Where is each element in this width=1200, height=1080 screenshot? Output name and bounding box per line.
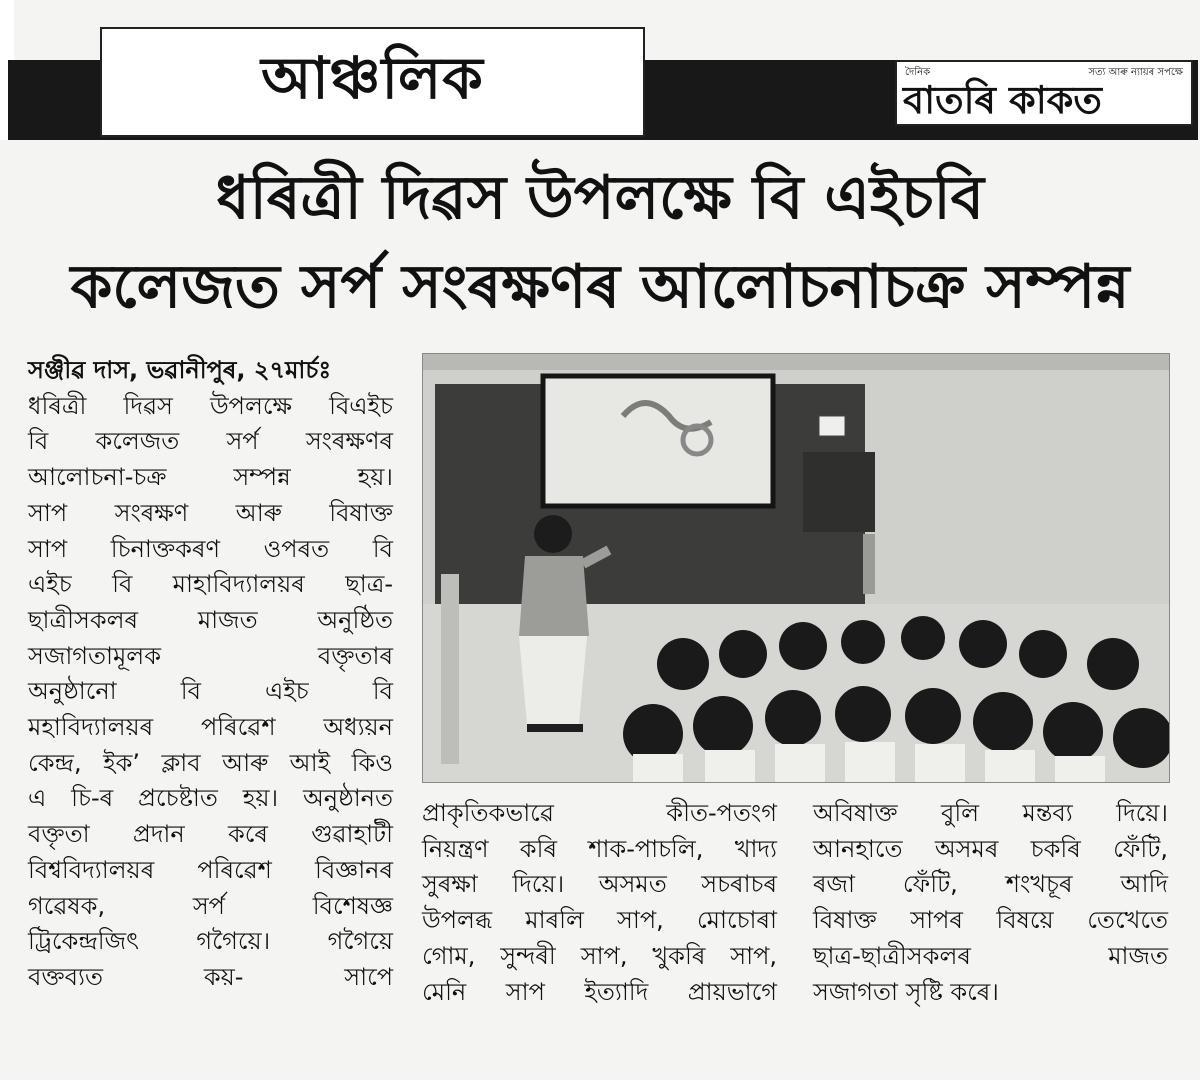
text-line: সজাগতামূলক বক্তৃতাৰ [28, 641, 393, 670]
newspaper-masthead [895, 60, 1193, 126]
text-line: প্ৰাকৃতিকভাৱে কীত-পতংগ [422, 799, 777, 827]
text-line: বিশ্ববিদ্যালয়ৰ পৰিৱেশ বিজ্ঞানৰ [28, 855, 393, 884]
text-line: ধৰিত্ৰী দিৱস উপলক্ষে বিএইচ [28, 391, 393, 420]
text-line: ছাত্ৰীসকলৰ মাজত অনুষ্ঠিত [28, 605, 393, 634]
text-line: সাপ চিনাক্তকৰণ ওপৰত বি [28, 534, 393, 563]
text-line: মেনি সাপ ইত্যাদি প্ৰায়ভাগে [422, 977, 777, 1006]
text-line: উপলব্ধ মাৰলি সাপ, মোচোৰা [422, 906, 777, 935]
text-line: সাপ সংৰক্ষণ আৰু বিষাক্ত [28, 498, 393, 527]
text-line: অনুষ্ঠানো বি এইচ বি [28, 677, 393, 706]
text-line: কেন্দ্ৰ, ইক’ ক্লাব আৰু আই কিও [28, 748, 393, 777]
text-line: গোম, সুন্দৰী সাপ, খুকৰি সাপ, [422, 941, 777, 970]
headline-line-1: ধৰিত্ৰী দিৱস উপলক্ষে বি এইচবি [215, 163, 985, 233]
byline [28, 353, 393, 389]
text-line: ট্ৰিকেন্দ্ৰজিৎ গগৈয়ে। গগৈয়ে [28, 927, 393, 956]
text-line: গৱেষক, সৰ্প বিশেষজ্ঞ [28, 891, 393, 920]
text-line: সুৰক্ষা দিয়ে। অসমত সচৰাচৰ [422, 870, 777, 899]
masthead-name: বাতৰি কাকত [903, 78, 1102, 122]
masthead-small-text: দৈনিক [905, 67, 931, 78]
section-label-box [100, 27, 645, 137]
text-line: আলোচনা-চক্ৰ সম্পন্ন হয়। [28, 463, 393, 492]
text-line: অবিষাক্ত বুলি মন্তব্য দিয়ে। [813, 799, 1168, 827]
text-line: এ চি-ৰ প্ৰচেষ্টাত হয়। অনুষ্ঠানত [28, 784, 393, 813]
text-line: বক্তব্যত কয়- সাপে [28, 962, 393, 991]
text-line: এইচ বি মাহাবিদ্যালয়ৰ ছাত্ৰ- [28, 570, 393, 599]
text-line: সজাগতা সৃষ্টি কৰে। [813, 977, 999, 1006]
lecture-photo [422, 353, 1170, 783]
text-line: বি কলেজত সৰ্প সংৰক্ষণৰ [28, 427, 393, 456]
headline-line-2: কলেজত সৰ্প সংৰক্ষণৰ আলোচনাচক্ৰ সম্পন্ন [70, 252, 1130, 322]
lecture-photo-illustration [423, 354, 1170, 783]
text-line: মহাবিদ্যালয়ৰ পৰিৱেশ অধ্যয়ন [28, 713, 393, 742]
article-column-3 [813, 796, 1168, 1010]
masthead-tagline: সত্য আৰু ন্যায়ৰ সপক্ষে [1088, 67, 1183, 78]
text-line: ৰজা ফেঁটি, শংখচূৰ আদি [813, 870, 1168, 899]
text-line: বিষাক্ত সাপৰ বিষয়ে তেখেতে [813, 906, 1168, 935]
text-line: নিয়ন্ত্ৰণ কৰি শাক-পাচলি, খাদ্য [422, 834, 777, 863]
text-line: ছাত্ৰ-ছাত্ৰীসকলৰ মাজত [813, 941, 1168, 970]
text-line: বক্তৃতা প্ৰদান কৰে গুৱাহাটী [28, 820, 393, 849]
section-label: আঞ্চলিক [261, 43, 484, 112]
text-line: আনহাতে অসমৰ চকৰি ফেঁটি, [813, 834, 1168, 863]
byline-text: সঞ্জীৱ দাস, ভৱানীপুৰ, ২৭মাৰ্চঃ [28, 356, 332, 384]
article-column-2 [422, 796, 777, 1010]
article-column-1 [28, 353, 393, 996]
